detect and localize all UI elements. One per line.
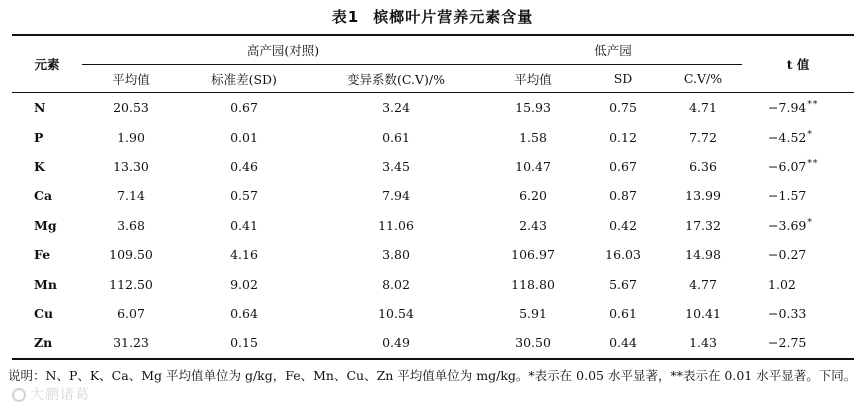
cell-h-mean: 6.07 xyxy=(117,305,145,321)
cell-l-mean: 30.50 xyxy=(484,328,582,358)
cell-h-cv: 3.80 xyxy=(382,247,410,263)
cell-l-cv: 1.43 xyxy=(664,328,742,358)
cell-t-value xyxy=(742,211,854,240)
cell-l-mean: 2.43 xyxy=(519,217,547,233)
table-row xyxy=(12,269,854,298)
significance-marker: * xyxy=(807,217,813,228)
cell-l-sd: 5.67 xyxy=(609,276,637,292)
cell-h-cv: 0.61 xyxy=(382,129,410,145)
cell-l-cv: 4.71 xyxy=(689,100,717,116)
table-row xyxy=(12,152,854,181)
cell-l-cv: 6.36 xyxy=(689,158,717,174)
cell-l-sd: 0.44 xyxy=(582,328,664,358)
table-title: 槟榔叶片营养元素含量 xyxy=(373,8,534,26)
cell-h-cv: 11.06 xyxy=(378,217,414,233)
cell-l-sd: 0.75 xyxy=(609,100,637,116)
cell-h-sd: 9.02 xyxy=(230,276,258,292)
cell-l-cv: 17.32 xyxy=(685,217,721,233)
significance-marker: ** xyxy=(807,100,819,111)
t-value-number: −4.52 xyxy=(768,129,807,145)
cell-l-cv: 4.77 xyxy=(689,276,717,292)
table-row xyxy=(12,240,854,269)
cell-l-mean: 106.97 xyxy=(511,247,555,263)
cell-h-sd: 0.64 xyxy=(230,305,258,321)
cell-l-cv: 10.41 xyxy=(685,305,721,321)
t-value-number: −3.69 xyxy=(768,217,807,233)
header-t-value: t 值 xyxy=(742,35,854,93)
cell-l-cv: 7.72 xyxy=(689,129,717,145)
cell-h-mean: 3.68 xyxy=(117,217,145,233)
cell-t-value xyxy=(742,93,854,123)
t-value-number: 1.02 xyxy=(768,276,796,292)
table-row xyxy=(12,181,854,210)
significance-marker: ** xyxy=(807,158,819,169)
table-note: 说明：N、P、K、Ca、Mg 平均值单位为 g/kg，Fe、Mn、Cu、Zn 平均值单位为 mg/kg。*表示在 0.05 水平显著，**表示在 0.01 水平显著。下同。 xyxy=(8,368,857,383)
cell-l-mean: 5.91 xyxy=(519,305,547,321)
cell-element: Mg xyxy=(34,217,57,233)
header-low-cv: C.V/% xyxy=(664,65,742,93)
cell-l-cv: 14.98 xyxy=(685,247,721,263)
t-value-number: −2.75 xyxy=(768,335,807,351)
t-value-number: −0.33 xyxy=(768,305,807,321)
table-caption xyxy=(0,6,865,27)
header-low-sd: SD xyxy=(582,65,664,93)
table-row xyxy=(12,328,854,358)
cell-h-mean: 20.53 xyxy=(113,100,149,116)
cell-h-cv: 8.02 xyxy=(382,276,410,292)
significance-marker: * xyxy=(807,129,813,140)
t-value-number: −1.57 xyxy=(768,188,807,204)
cell-element: Fe xyxy=(34,247,51,263)
cell-h-mean: 31.23 xyxy=(82,328,180,358)
cell-t-value xyxy=(742,152,854,181)
cell-element: Mn xyxy=(34,276,57,292)
cell-h-mean: 112.50 xyxy=(109,276,153,292)
watermark xyxy=(12,384,90,404)
cell-t-value xyxy=(742,269,854,298)
cell-element: P xyxy=(34,129,44,145)
cell-t-value xyxy=(742,181,854,210)
table-row xyxy=(12,122,854,151)
cell-l-cv: 13.99 xyxy=(685,188,721,204)
cell-l-sd: 0.67 xyxy=(609,158,637,174)
cell-h-cv: 3.45 xyxy=(382,158,410,174)
cell-h-sd: 0.41 xyxy=(230,217,258,233)
cell-element: Cu xyxy=(34,305,54,321)
table-body xyxy=(12,93,854,359)
header-high-sd: 标准差(SD) xyxy=(180,65,308,93)
cell-t-value xyxy=(742,299,854,328)
cell-h-mean: 1.90 xyxy=(117,129,145,145)
cell-h-sd: 0.15 xyxy=(180,328,308,358)
cell-h-mean: 7.14 xyxy=(117,188,145,204)
cell-h-sd: 0.46 xyxy=(230,158,258,174)
cell-h-mean: 13.30 xyxy=(113,158,149,174)
cell-h-cv: 7.94 xyxy=(382,188,410,204)
header-high-yield-group: 高产园(对照) xyxy=(82,35,484,65)
cell-h-sd: 4.16 xyxy=(230,247,258,263)
cell-element: Ca xyxy=(34,188,53,204)
t-value-number: −0.27 xyxy=(768,247,807,263)
cell-l-mean: 118.80 xyxy=(511,276,555,292)
cell-l-mean: 10.47 xyxy=(515,158,551,174)
header-low-mean: 平均值 xyxy=(484,65,582,93)
cell-t-value xyxy=(742,122,854,151)
cell-l-sd: 16.03 xyxy=(605,247,641,263)
cell-h-cv: 3.24 xyxy=(382,100,410,116)
cell-t-value xyxy=(742,328,854,358)
cell-l-sd: 0.12 xyxy=(609,129,637,145)
table-row xyxy=(12,211,854,240)
cell-l-mean: 15.93 xyxy=(515,100,551,116)
cell-element: Zn xyxy=(12,328,82,358)
cell-l-sd: 0.87 xyxy=(609,188,637,204)
cell-l-mean: 6.20 xyxy=(519,188,547,204)
t-value-number: −6.07 xyxy=(768,159,807,175)
header-element: 元素 xyxy=(12,35,82,93)
watermark-text: 大鹏诸葛 xyxy=(30,387,90,403)
cell-h-cv: 0.49 xyxy=(308,328,484,358)
table-number: 表1 xyxy=(331,8,360,26)
table-row xyxy=(12,299,854,328)
cell-h-sd: 0.57 xyxy=(230,188,258,204)
cell-l-sd: 0.61 xyxy=(609,305,637,321)
header-high-mean: 平均值 xyxy=(82,65,180,93)
cell-h-cv: 10.54 xyxy=(378,305,414,321)
cell-h-sd: 0.67 xyxy=(230,100,258,116)
header-high-cv: 变异系数(C.V)/% xyxy=(308,65,484,93)
cell-element: K xyxy=(34,158,45,174)
cell-h-sd: 0.01 xyxy=(230,129,258,145)
table-row xyxy=(12,93,854,123)
cell-t-value xyxy=(742,240,854,269)
nutrient-table xyxy=(12,34,854,360)
cell-l-sd: 0.42 xyxy=(609,217,637,233)
t-value-number: −7.94 xyxy=(768,100,807,116)
cell-element: N xyxy=(34,100,46,116)
cell-l-mean: 1.58 xyxy=(519,129,547,145)
watermark-logo-icon xyxy=(12,388,26,402)
header-low-yield-group: 低产园 xyxy=(484,35,742,65)
cell-h-mean: 109.50 xyxy=(109,247,153,263)
